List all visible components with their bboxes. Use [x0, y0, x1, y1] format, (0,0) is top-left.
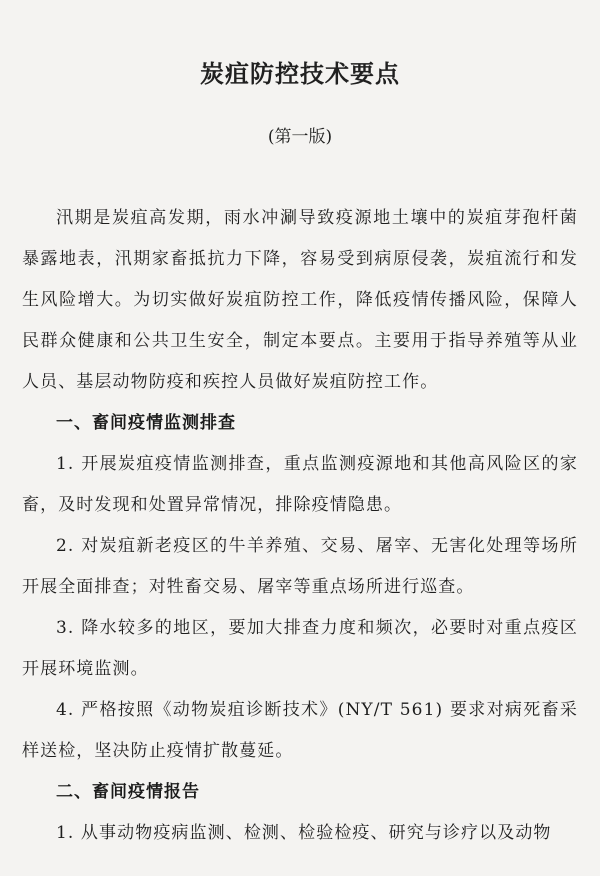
intro-paragraph: 汛期是炭疽高发期，雨水冲涮导致疫源地土壤中的炭疽芽孢杆菌暴露地表，汛期家畜抵抗力下降，容易受到病原侵袭，炭疽流行和发生风险增大。为切实做好炭疽防控工作，降低疫情传播风险，保障人民群众健康和公共卫生安全，制定本要点。主要用于指导养殖等从业人员、基层动物防疫和疾控人员做好炭疽防控工作。 — [22, 208, 578, 392]
section1-item-2: 2. 对炭疽新老疫区的牛羊养殖、交易、屠宰、无害化处理等场所开展全面排查；对牲畜交易、屠宰等重点场所进行巡查。 — [22, 536, 578, 597]
section2-item-1: 1. 从事动物疫病监测、检测、检验检疫、研究与诊疗以及动物 — [56, 823, 552, 843]
section1-item-3: 3. 降水较多的地区，要加大排查力度和频次，必要时对重点疫区开展环境监测。 — [22, 618, 578, 679]
section1-item-4: 4. 严格按照《动物炭疽诊断技术》(NY/T 561) 要求对病死畜采样送检，坚决防止疫情扩散蔓延。 — [22, 700, 578, 761]
document-body — [22, 198, 578, 854]
section-heading-monitoring: 一、畜间疫情监测排查 — [56, 413, 236, 433]
section1-item-1: 1. 开展炭疽疫情监测排查，重点监测疫源地和其他高风险区的家畜，及时发现和处置异常情况，排除疫情隐患。 — [22, 454, 578, 515]
section-heading-reporting: 二、畜间疫情报告 — [56, 782, 200, 802]
document-title: 炭疽防控技术要点 — [200, 59, 400, 88]
document-edition: (第一版) — [267, 127, 333, 147]
